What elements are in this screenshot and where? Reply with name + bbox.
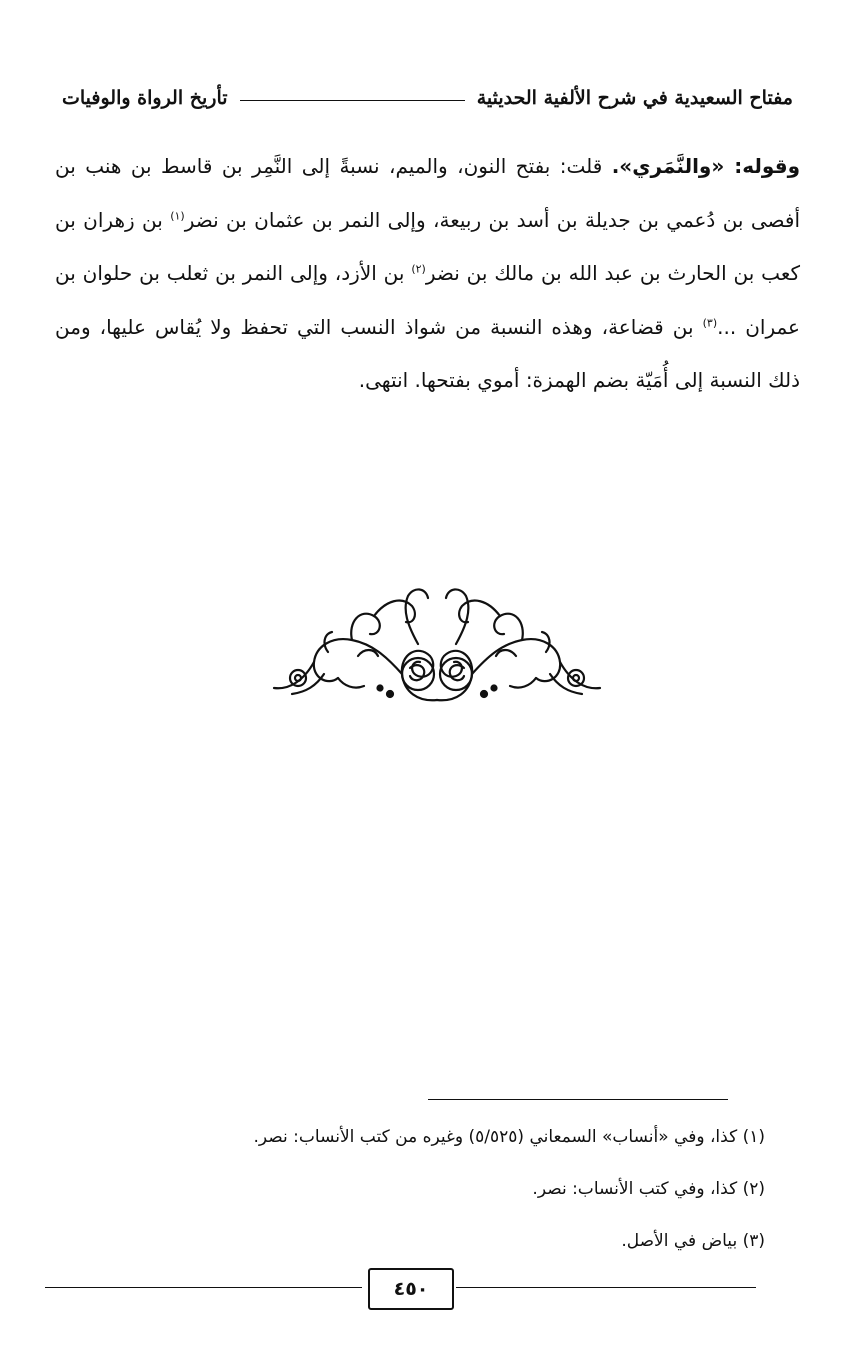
footnote-3: (٣) بياض في الأصل.: [621, 1231, 765, 1251]
footnote-1: (١) كذا، وفي «أنساب» السمعاني (٥/٥٢٥) وغيره من كتب الأنساب: نصر.: [253, 1127, 765, 1147]
main-text: [55, 140, 800, 408]
page-number: ٤٥٠: [368, 1268, 454, 1310]
running-header: [62, 84, 793, 112]
section-title: تأريخ الرواة والوفيات: [62, 87, 228, 109]
text-segment: بن زهران بن كعب بن الحارث بن عبد الله بن مالك بن نضر: [55, 207, 800, 285]
header-rule: [240, 100, 465, 101]
footnote-separator: [428, 1099, 728, 1100]
footnote-marker: (٢): [411, 262, 426, 276]
text-segment: بن الأزد، وإلى النمر بن ثعلب بن حلوان بن عمران ...: [55, 261, 800, 339]
footer-rule: [45, 1287, 362, 1288]
footer-rule: [456, 1287, 756, 1288]
text-segment: بن قضاعة، وهذه النسبة من شواذ النسب التي تحفظ ولا يُقاس عليها، ومن ذلك النسبة إلى أُمَيّة بضم الهمزة: أموي بفتحها. انتهى.: [55, 314, 800, 392]
quoted-term: وقوله: «والنَّمَري».: [611, 154, 800, 178]
footnote-marker: (١): [170, 208, 185, 222]
footnote-marker: (٣): [702, 315, 718, 329]
footnotes: [125, 1120, 765, 1276]
footnote-2: (٢) كذا، وفي كتب الأنساب: نصر.: [532, 1179, 765, 1199]
text-segment: قلت: بفتح النون، والميم، نسبةً إلى النَّمِر بن قاسط بن هنب بن أفصى بن دُعمي بن جديلة بن أسد بن ربيعة، وإلى النمر بن عثمان بن نضر: [55, 154, 800, 232]
floral-ornament-icon: [268, 582, 606, 708]
book-title: مفتاح السعيدية في شرح الألفية الحديثية: [476, 87, 793, 109]
